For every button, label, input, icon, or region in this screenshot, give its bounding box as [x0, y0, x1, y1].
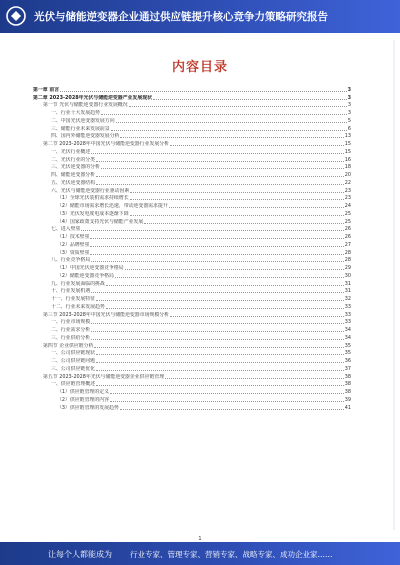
toc-entry-page: 30	[344, 272, 351, 279]
toc-entry-page: 33	[344, 319, 351, 326]
page-number: 1	[198, 536, 202, 542]
toc-entry-page: 37	[344, 365, 351, 372]
toc-entry[interactable]	[33, 310, 351, 318]
toc-leader-dots	[120, 137, 343, 138]
toc-leader-dots	[130, 192, 344, 193]
toc-entry[interactable]	[33, 186, 351, 194]
toc-entry-label: 二、公司供应链问题	[51, 358, 96, 364]
toc-leader-dots	[91, 339, 344, 340]
toc-entry-label: （2）储能逆变器竞争格局	[57, 272, 114, 279]
toc-leader-dots	[129, 106, 347, 107]
toc-entry[interactable]	[33, 256, 351, 264]
toc-entry-page: 36	[344, 358, 351, 364]
toc-leader-dots	[101, 168, 344, 169]
toc-entry-label: 二、光伏行业的分类	[51, 156, 96, 163]
header-bar	[0, 0, 400, 33]
toc-entry[interactable]	[33, 132, 351, 140]
toc-entry-label: （3）光伏发电度电成本逐渐下降	[57, 210, 129, 217]
toc-entry[interactable]	[33, 325, 351, 333]
toc-entry[interactable]	[33, 318, 351, 326]
toc-entry-label: （2）供应链管理的内容	[57, 396, 110, 403]
footer-slogan: 让每个人都能成为	[48, 550, 112, 559]
toc-entry-page: 35	[344, 342, 351, 349]
toc-heading: 内容目录	[171, 60, 228, 75]
toc-entry-page: 31	[344, 288, 351, 295]
toc-entry[interactable]	[33, 225, 351, 233]
toc-entry-page: 6	[347, 125, 351, 132]
toc-entry-label: （1）全球光伏装机需求持续增长	[57, 195, 129, 202]
toc-entry[interactable]	[33, 194, 351, 202]
toc-entry-label: （1）供应链管理的定义	[57, 389, 110, 395]
toc-entry[interactable]	[33, 403, 351, 411]
toc-leader-dots	[90, 254, 343, 255]
toc-entry-label: 十、行业发展机遇	[51, 288, 91, 295]
toc-entry[interactable]	[33, 240, 351, 248]
toc-entry-page: 24	[344, 203, 351, 209]
toc-entry-page: 26	[344, 226, 351, 233]
toc-entry-label: 一、公司供应链现状	[51, 350, 96, 357]
report-title: 光伏与储能逆变器企业通过供应链提升核心竞争力策略研究报告	[34, 11, 328, 23]
toc-entry[interactable]	[33, 108, 351, 116]
toc-leader-dots	[96, 362, 344, 363]
toc-entry-label: （1）中国光伏逆变器竞争格局	[57, 265, 124, 271]
toc-entry-page: 27	[344, 241, 351, 248]
toc-leader-dots	[91, 261, 344, 262]
toc-entry-page: 22	[344, 179, 351, 186]
footer-bar	[0, 542, 400, 565]
toc-entry-label: 二、中国光伏逆变器发展方向	[51, 117, 115, 124]
toc-entry-label: 三、公司供应链优化	[51, 365, 96, 372]
toc-entry-label: 三、行业供给分析	[51, 334, 91, 341]
toc-entry-page: 29	[344, 265, 351, 271]
toc-entry[interactable]	[33, 139, 351, 147]
toc-entry-page: 38	[344, 389, 351, 395]
toc-leader-dots	[144, 223, 344, 224]
side-decoration	[388, 0, 400, 565]
toc-entry-label: 一、供应链管理概述	[51, 381, 96, 388]
toc-entry[interactable]	[33, 217, 351, 225]
toc-entry-page: 25	[344, 210, 351, 217]
toc-entry-page: 18	[344, 164, 351, 171]
toc-entry[interactable]	[33, 170, 351, 178]
toc-entry-label: 第五节 2023-2028年光伏与储能逆变器企业供应链管理	[43, 373, 165, 380]
toc-entry-page: 34	[344, 334, 351, 341]
toc-entry-page: 3	[347, 86, 351, 93]
toc-entry-page: 26	[344, 234, 351, 240]
toc-leader-dots	[110, 393, 344, 394]
toc-entry[interactable]	[33, 279, 351, 287]
toc-leader-dots	[91, 153, 344, 154]
toc-entry[interactable]	[33, 287, 351, 295]
toc-leader-dots	[96, 184, 344, 185]
toc-entry[interactable]	[33, 232, 351, 240]
toc-leader-dots	[90, 238, 343, 239]
toc-entry-label: 六、光伏与储能逆变器行业驱动因素	[51, 187, 130, 194]
toc-entry-label: 一、行业市场规模	[51, 319, 91, 326]
toc-entry-label: 三、光伏逆变器的分析	[51, 164, 100, 171]
toc-leader-dots	[91, 331, 344, 332]
toc-entry-label: （1）技术壁垒	[57, 234, 90, 240]
toc-leader-dots	[96, 354, 344, 355]
toc-entry-page: 15	[344, 148, 351, 155]
footer-tagline: 行业专家、管理专家、营销专家、战略专家、成功企业家……	[130, 550, 333, 559]
toc-entry[interactable]	[33, 201, 351, 209]
toc-entry-label: 二、行业需求分析	[51, 327, 91, 333]
toc-entry-label: 第一章 前言	[33, 86, 60, 93]
toc-leader-dots	[116, 122, 347, 123]
toc-entry-label: 七、进入壁垒	[51, 226, 81, 233]
toc-entry[interactable]	[33, 372, 351, 380]
toc-leader-dots	[106, 285, 344, 286]
toc-leader-dots	[130, 215, 344, 216]
toc-entry[interactable]	[33, 163, 351, 171]
toc-entry-page: 16	[344, 156, 351, 163]
toc-entry-page: 25	[344, 218, 351, 225]
table-of-contents	[33, 85, 351, 411]
toc-entry[interactable]	[33, 155, 351, 163]
toc-entry[interactable]	[33, 116, 351, 124]
toc-entry-page: 28	[344, 249, 351, 256]
toc-leader-dots	[101, 114, 347, 115]
toc-entry-page: 33	[344, 311, 351, 318]
toc-entry-label: 五、光伏逆变器结构	[51, 179, 96, 186]
toc-leader-dots	[130, 199, 344, 200]
toc-entry-page: 35	[344, 350, 351, 357]
toc-leader-dots	[81, 230, 343, 231]
toc-entry-label: （3）资质壁垒	[57, 249, 90, 256]
toc-entry[interactable]	[33, 387, 351, 395]
toc-entry-label: 八、行业竞争格局	[51, 257, 91, 264]
toc-entry-page: 23	[344, 187, 351, 194]
toc-entry-label: 第四节 企业供应链分析	[43, 342, 94, 349]
toc-entry[interactable]	[33, 271, 351, 279]
toc-leader-dots	[111, 130, 347, 131]
toc-leader-dots	[96, 370, 344, 371]
toc-leader-dots	[170, 316, 344, 317]
toc-entry[interactable]	[33, 356, 351, 364]
toc-entry[interactable]	[33, 294, 351, 302]
toc-entry-page: 33	[344, 303, 351, 310]
toc-entry[interactable]	[33, 178, 351, 186]
toc-entry[interactable]	[33, 147, 351, 155]
toc-entry-page: 15	[344, 141, 351, 147]
toc-entry-page: 31	[344, 280, 351, 287]
toc-entry-page: 13	[344, 133, 351, 140]
toc-entry-page: 39	[344, 396, 351, 403]
toc-leader-dots	[96, 161, 344, 162]
toc-entry-label: 九、行业发展面临的挑战	[51, 280, 105, 287]
toc-leader-dots	[110, 401, 344, 402]
toc-leader-dots	[94, 347, 343, 348]
toc-entry-label: 十一、行业发展特征	[51, 296, 96, 302]
toc-entry[interactable]	[33, 302, 351, 310]
toc-entry[interactable]	[33, 395, 351, 403]
toc-entry-page: 5	[347, 117, 351, 124]
toc-entry-page: 28	[344, 257, 351, 264]
toc-entry[interactable]	[33, 85, 351, 93]
toc-entry[interactable]	[33, 380, 351, 388]
toc-leader-dots	[90, 246, 343, 247]
toc-leader-dots	[125, 269, 344, 270]
toc-leader-dots	[169, 207, 344, 208]
toc-entry[interactable]	[33, 349, 351, 357]
toc-leader-dots	[60, 91, 346, 92]
toc-entry-label: 第二节 2023-2028年中国光伏与储能逆变器行业发展分析	[43, 141, 170, 147]
toc-entry-page: 3	[347, 102, 351, 109]
toc-entry-page: 32	[344, 296, 351, 302]
logo-icon	[6, 6, 26, 26]
toc-entry[interactable]	[33, 248, 351, 256]
toc-entry-label: 第三节 2023-2028年中国光伏与储能逆变器市场规模分析	[43, 311, 170, 318]
toc-leader-dots	[165, 378, 344, 379]
toc-entry-label: 三、储能行业未来发展前景	[51, 125, 110, 132]
toc-entry[interactable]	[33, 364, 351, 372]
toc-leader-dots	[120, 409, 344, 410]
toc-entry-page: 38	[344, 373, 351, 380]
toc-entry-label: （3）供应链管理的发展趋势	[57, 404, 119, 411]
toc-entry-page: 3	[347, 94, 351, 101]
toc-entry-page: 20	[344, 172, 351, 178]
toc-leader-dots	[106, 308, 344, 309]
toc-entry[interactable]	[33, 124, 351, 132]
toc-entry-page: 38	[344, 381, 351, 388]
toc-entry-label: 四、储能逆变器分析	[51, 172, 96, 178]
toc-leader-dots	[96, 176, 344, 177]
toc-entry-page: 23	[344, 195, 351, 202]
toc-leader-dots	[96, 300, 344, 301]
toc-entry[interactable]	[33, 341, 351, 349]
toc-leader-dots	[115, 277, 344, 278]
toc-entry-label: 四、国内外储能逆变器发展分析	[51, 133, 120, 140]
toc-entry[interactable]	[33, 209, 351, 217]
toc-entry-label: （4）国家政策支持光伏与储能产业发展	[57, 218, 144, 225]
toc-leader-dots	[170, 145, 344, 146]
toc-entry[interactable]	[33, 93, 351, 101]
toc-entry-page: 41	[344, 404, 351, 411]
toc-entry-label: 十二、行业未来发展趋势	[51, 303, 105, 310]
toc-entry-page: 3	[347, 110, 351, 116]
toc-entry-label: 第一节 光伏与储能逆变器行业发展概况	[43, 102, 128, 109]
toc-entry-page: 34	[344, 327, 351, 333]
toc-entry-label: 一、光伏行业概述	[51, 148, 91, 155]
toc-leader-dots	[91, 292, 344, 293]
toc-entry[interactable]	[33, 333, 351, 341]
toc-entry-label: 一、行业十大发展趋势	[51, 110, 100, 116]
toc-leader-dots	[91, 323, 344, 324]
toc-entry-label: （2）品牌壁垒	[57, 241, 90, 248]
toc-entry-label: （2）储能市场需求增长迅速，带动逆变器需求提升	[57, 203, 168, 209]
toc-leader-dots	[96, 385, 344, 386]
toc-entry[interactable]	[33, 263, 351, 271]
toc-entry[interactable]	[33, 101, 351, 109]
toc-leader-dots	[153, 99, 347, 100]
toc-entry-label: 第二章 2023-2028年光伏与储能逆变器产业发展现状	[33, 94, 152, 101]
